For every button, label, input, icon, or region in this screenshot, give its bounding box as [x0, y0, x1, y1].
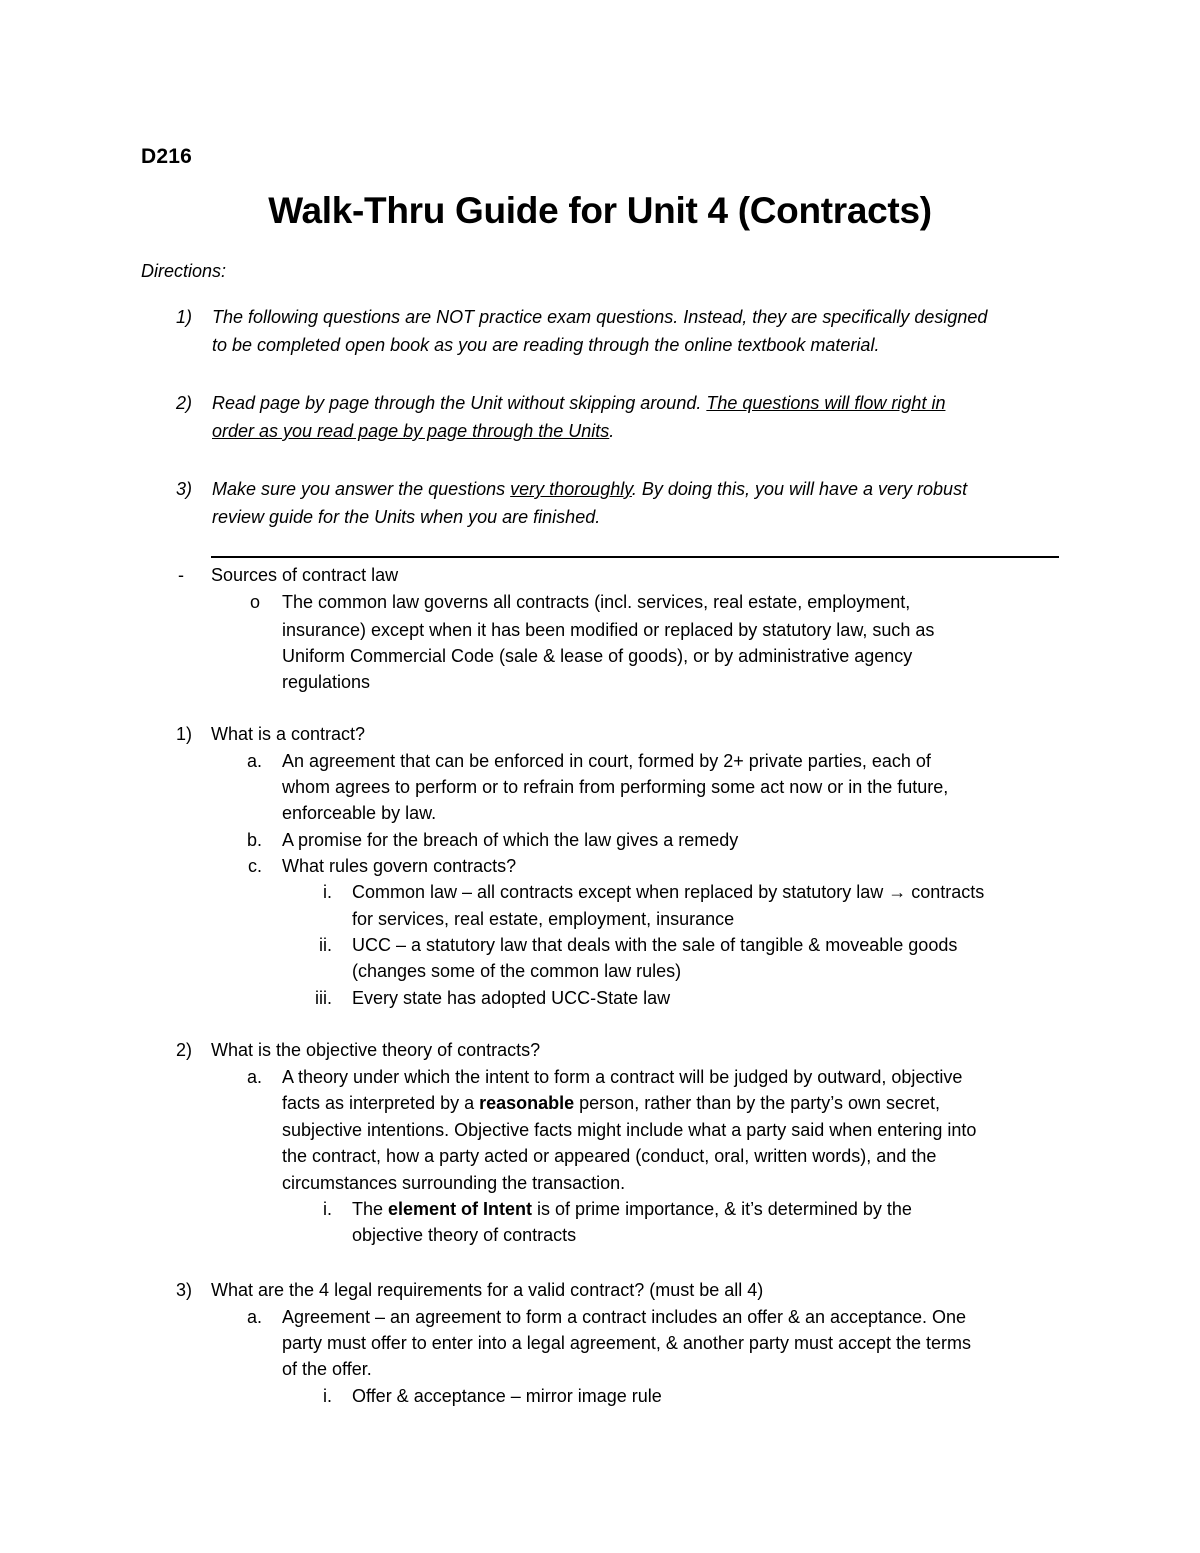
bold-term: reasonable [479, 1093, 575, 1113]
answer-text: A promise for the breach of which the law gives a remedy [282, 830, 739, 850]
direction-text: The following questions are NOT practice exam questions. Instead, they are specifically designed [212, 307, 988, 327]
directions-label: Directions: [141, 261, 227, 281]
answer-text: (changes some of the common law rules) [352, 961, 682, 981]
answer-text [352, 879, 984, 905]
answer-text-part: contracts [906, 882, 985, 902]
question-number: 1) [175, 724, 192, 744]
direction-item-1 [141, 303, 1061, 359]
question-text: What is the objective theory of contracts? [211, 1040, 541, 1060]
question-number: 3) [175, 1280, 192, 1300]
answer-text: subjective intentions. Objective facts might include what a party said when entering into [282, 1120, 977, 1140]
direction-underlined-text: The questions will flow right in [706, 393, 946, 413]
direction-text: review guide for the Units when you are finished. [212, 507, 601, 527]
answer-text: circumstances surrounding the transaction. [282, 1173, 626, 1193]
answer-text: A theory under which the intent to form a contract will be judged by outward, objective [282, 1067, 963, 1087]
answer-text-part: is of prime importance, & it’s determined by the [532, 1199, 912, 1219]
direction-item-2 [141, 389, 1061, 445]
answer-text-part: person, rather than by the party’s own secret, [574, 1093, 941, 1113]
question-text: What are the 4 legal requirements for a valid contract? (must be all 4) [211, 1280, 764, 1300]
list-marker: i. [323, 1386, 332, 1406]
list-marker: i. [323, 1199, 332, 1219]
direction-item-3 [141, 475, 1061, 531]
body-text: The common law governs all contracts (incl. services, real estate, employment, [282, 592, 911, 612]
answer-text: An agreement that can be enforced in court, formed by 2+ private parties, each of [282, 751, 931, 771]
body-text: Uniform Commercial Code (sale & lease of goods), or by administrative agency [282, 646, 913, 666]
list-marker: i. [323, 882, 332, 902]
answer-text [352, 1196, 912, 1222]
direction-text: Read page by page through the Unit without skipping around. [212, 393, 707, 413]
answer-text: for services, real estate, employment, insurance [352, 909, 735, 929]
list-marker: b. [246, 830, 262, 850]
question-text: What is a contract? [211, 724, 366, 744]
direction-text: . By doing this, you will have a very robust [631, 479, 968, 499]
list-marker: c. [247, 856, 262, 876]
document-title: Walk-Thru Guide for Unit 4 (Contracts) [268, 190, 932, 231]
direction-number: 3) [176, 479, 193, 499]
list-marker: a. [246, 751, 262, 771]
bold-term: element of Intent [388, 1199, 533, 1219]
answer-text: party must offer to enter into a legal agreement, & another party must accept the terms [282, 1333, 972, 1353]
horizontal-divider [211, 556, 1059, 558]
direction-underlined-text: order as you read page by page through the Units [212, 421, 610, 441]
direction-text: to be completed open book as you are reading through the online textbook material. [212, 335, 880, 355]
answer-text: whom agrees to perform or to refrain from performing some act now or in the future, [282, 777, 949, 797]
answer-text-part: Common law – all contracts except when replaced by statutory law [352, 882, 889, 902]
arrow-right-icon: → [888, 882, 907, 902]
direction-underlined-text: very thoroughly [510, 479, 632, 499]
direction-text: Make sure you answer the questions [212, 479, 511, 499]
direction-number: 2) [176, 393, 193, 413]
answer-text-part: The [352, 1199, 389, 1219]
circle-bullet: o [249, 592, 260, 612]
answer-text: objective theory of contracts [352, 1225, 577, 1245]
body-text: regulations [282, 672, 371, 692]
list-marker: ii. [319, 935, 332, 955]
answer-text: Every state has adopted UCC-State law [352, 988, 671, 1008]
answer-text: the contract, how a party acted or appeared (conduct, oral, written words), and the [282, 1146, 937, 1166]
dash-bullet: - [178, 565, 184, 585]
course-code: D216 [141, 145, 193, 168]
question-number: 2) [175, 1040, 192, 1060]
answer-text: enforceable by law. [282, 803, 437, 823]
answer-text: What rules govern contracts? [282, 856, 517, 876]
answer-text: Agreement – an agreement to form a contract includes an offer & an acceptance. One [282, 1307, 967, 1327]
answer-text [282, 1090, 940, 1116]
direction-text: . [609, 421, 615, 441]
answer-text: of the offer. [282, 1359, 372, 1379]
list-marker: iii. [315, 988, 332, 1008]
list-marker: a. [246, 1307, 262, 1327]
list-marker: a. [246, 1067, 262, 1087]
answer-text: Offer & acceptance – mirror image rule [352, 1386, 662, 1406]
answer-text-part: facts as interpreted by a [282, 1093, 480, 1113]
section-heading: Sources of contract law [211, 565, 399, 585]
answer-text: UCC – a statutory law that deals with the sale of tangible & moveable goods [352, 935, 958, 955]
body-text: insurance) except when it has been modified or replaced by statutory law, such as [282, 620, 935, 640]
direction-number: 1) [176, 307, 193, 327]
